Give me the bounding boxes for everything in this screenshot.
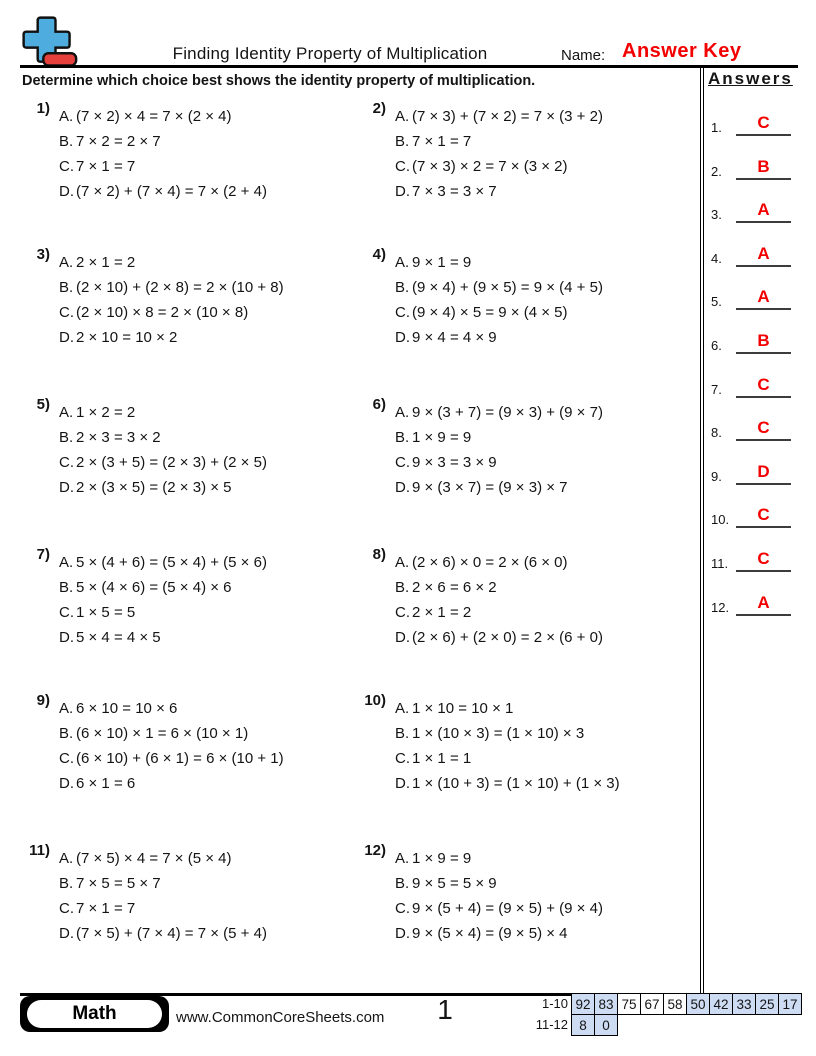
answer-number: 5. <box>711 294 722 310</box>
choice-expression: 1 × 2 = 2 <box>76 404 136 421</box>
answer-item-9 <box>711 463 791 485</box>
answer-item-4 <box>711 245 791 267</box>
choice-expression: 5 × (4 × 6) = (5 × 4) × 6 <box>76 579 232 596</box>
score-cell: 83 <box>594 993 618 1015</box>
problem-10 <box>358 692 620 796</box>
problem-number: 4) <box>372 246 386 263</box>
choice-letter: D. <box>59 329 74 346</box>
choice-expression: (6 × 10) + (6 × 1) = 6 × (10 + 1) <box>76 750 284 767</box>
choice-expression: 1 × 9 = 9 <box>412 850 472 867</box>
choice-expression: 2 × 6 = 6 × 2 <box>412 579 497 596</box>
choice-d <box>59 475 267 500</box>
answer-blank: B <box>736 158 791 180</box>
choice-d <box>395 325 603 350</box>
score-row-1-10 <box>526 993 802 1015</box>
choice-expression: 2 × (3 + 5) = (2 × 3) + (2 × 5) <box>76 454 267 471</box>
choice-expression: (2 × 6) + (2 × 0) = 2 × (6 + 0) <box>412 629 603 646</box>
choice-letter: D. <box>395 329 410 346</box>
problem-6 <box>358 396 603 500</box>
score-cell: 58 <box>663 993 687 1015</box>
score-cell: 50 <box>686 993 710 1015</box>
answer-blank: C <box>736 419 791 441</box>
problem-3 <box>22 246 284 350</box>
choice-letter: C. <box>395 900 410 917</box>
choice-letter: B. <box>395 725 410 742</box>
choice-letter: A. <box>395 554 410 571</box>
problem-choices <box>395 400 603 500</box>
answer-blank: C <box>736 376 791 398</box>
choice-expression: (2 × 10) + (2 × 8) = 2 × (10 + 8) <box>76 279 284 296</box>
choice-letter: C. <box>59 900 74 917</box>
choice-c <box>59 450 267 475</box>
choice-expression: 7 × 2 = 2 × 7 <box>76 133 161 150</box>
answer-item-7 <box>711 376 791 398</box>
answer-blank: C <box>736 506 791 528</box>
choice-expression: (7 × 3) + (7 × 2) = 7 × (3 + 2) <box>412 108 603 125</box>
choice-a <box>59 550 267 575</box>
answer-number: 6. <box>711 338 722 353</box>
choice-letter: B. <box>395 429 410 446</box>
answer-number: 11. <box>711 556 729 571</box>
answer-item-12 <box>711 594 791 616</box>
answer-number: 8. <box>711 425 722 441</box>
choice-a <box>59 400 267 425</box>
choice-a <box>59 250 284 275</box>
answer-number: 3. <box>711 207 722 223</box>
problem-1 <box>22 100 267 204</box>
choice-letter: C. <box>395 304 410 321</box>
choice-expression: 7 × 5 = 5 × 7 <box>76 875 161 892</box>
choice-c <box>395 600 603 625</box>
choice-letter: D. <box>59 479 74 496</box>
choice-b <box>59 871 267 896</box>
choice-letter: D. <box>395 925 410 942</box>
answer-blank: A <box>736 594 791 616</box>
choice-expression: 9 × (5 + 4) = (9 × 5) + (9 × 4) <box>412 900 603 917</box>
choice-expression: (2 × 6) × 0 = 2 × (6 × 0) <box>412 554 568 571</box>
problem-choices <box>59 696 284 796</box>
choice-expression: 2 × 10 = 10 × 2 <box>76 329 178 346</box>
subject-badge <box>20 996 169 1032</box>
page-title: Finding Identity Property of Multiplication <box>172 44 488 63</box>
choice-b <box>395 129 603 154</box>
choice-b <box>59 721 284 746</box>
choice-expression: 7 × 1 = 7 <box>412 133 472 150</box>
problem-7 <box>22 546 267 650</box>
score-cell: 8 <box>571 1014 595 1036</box>
choice-expression: 1 × (10 + 3) = (1 × 10) + (1 × 3) <box>412 775 620 792</box>
choice-letter: D. <box>395 775 410 792</box>
problem-number: 6) <box>372 396 386 413</box>
answer-item-6 <box>711 332 791 354</box>
choice-expression: (9 × 4) × 5 = 9 × (4 × 5) <box>412 304 568 321</box>
choice-a <box>395 104 603 129</box>
choice-expression: 6 × 1 = 6 <box>76 775 136 792</box>
choice-letter: C. <box>59 454 74 471</box>
header-divider <box>20 65 798 68</box>
choice-b <box>59 425 267 450</box>
choice-c <box>59 746 284 771</box>
choice-expression: (2 × 10) × 8 = 2 × (10 × 8) <box>76 304 249 321</box>
choice-letter: A. <box>59 254 74 271</box>
choice-a <box>395 696 620 721</box>
answer-item-5 <box>711 288 791 310</box>
choice-b <box>59 275 284 300</box>
problem-number: 5) <box>36 396 50 413</box>
choice-expression: 9 × 5 = 5 × 9 <box>412 875 497 892</box>
choice-c <box>395 154 603 179</box>
choice-a <box>395 250 603 275</box>
problem-number: 2) <box>372 100 386 117</box>
choice-d <box>59 771 284 796</box>
choice-b <box>395 275 603 300</box>
choice-expression: 9 × (5 × 4) = (9 × 5) × 4 <box>412 925 568 942</box>
choice-expression: 5 × (4 + 6) = (5 × 4) + (5 × 6) <box>76 554 267 571</box>
problem-choices <box>59 400 267 500</box>
score-table <box>526 993 802 1036</box>
choice-d <box>59 325 284 350</box>
choice-a <box>59 846 267 871</box>
choice-letter: C. <box>395 604 410 621</box>
problem-number: 11) <box>29 842 50 859</box>
choice-expression: (7 × 5) + (7 × 4) = 7 × (5 + 4) <box>76 925 267 942</box>
answer-blank: B <box>736 332 791 354</box>
answer-number: 10. <box>711 512 730 528</box>
name-label: Name: <box>561 47 606 64</box>
choice-a <box>395 400 603 425</box>
choice-d <box>395 771 620 796</box>
answer-blank: A <box>736 245 791 267</box>
score-row-11-12 <box>526 1014 802 1036</box>
problem-choices <box>59 846 267 946</box>
choice-letter: C. <box>395 454 410 471</box>
choice-letter: A. <box>59 404 74 421</box>
choice-expression: 9 × 3 = 3 × 9 <box>412 454 497 471</box>
choice-c <box>395 746 620 771</box>
choice-letter: B. <box>59 875 74 892</box>
website-url: www.CommonCoreSheets.com <box>176 1009 385 1026</box>
problem-choices <box>395 550 603 650</box>
choice-letter: B. <box>59 725 74 742</box>
problem-2 <box>358 100 603 204</box>
problem-number: 3) <box>36 246 50 263</box>
choice-a <box>59 696 284 721</box>
choice-d <box>59 625 267 650</box>
choice-expression: 7 × 3 = 3 × 7 <box>412 183 497 200</box>
choice-a <box>395 550 603 575</box>
choice-expression: (7 × 2) + (7 × 4) = 7 × (2 + 4) <box>76 183 267 200</box>
score-cell: 25 <box>755 993 779 1015</box>
choice-letter: B. <box>59 429 74 446</box>
choice-expression: 9 × (3 + 7) = (9 × 3) + (9 × 7) <box>412 404 603 421</box>
choice-b <box>395 871 603 896</box>
score-cell: 17 <box>778 993 802 1015</box>
choice-d <box>395 625 603 650</box>
choice-letter: A. <box>59 554 74 571</box>
choice-letter: A. <box>395 700 410 717</box>
choice-letter: A. <box>395 254 410 271</box>
choice-expression: 6 × 10 = 10 × 6 <box>76 700 178 717</box>
choice-letter: B. <box>395 579 410 596</box>
choice-letter: B. <box>59 133 74 150</box>
score-cell: 92 <box>571 993 595 1015</box>
choice-expression: (9 × 4) + (9 × 5) = 9 × (4 + 5) <box>412 279 603 296</box>
choice-letter: A. <box>395 404 410 421</box>
problem-number: 12) <box>364 842 386 859</box>
choice-letter: A. <box>395 850 410 867</box>
choice-letter: D. <box>395 183 410 200</box>
answer-item-11 <box>711 550 791 572</box>
answer-number: 12. <box>711 599 730 615</box>
answers-panel <box>700 68 798 994</box>
choice-expression: 1 × 1 = 1 <box>412 750 472 767</box>
score-cell: 0 <box>594 1014 618 1036</box>
choice-expression: 1 × (10 × 3) = (1 × 10) × 3 <box>412 725 585 742</box>
score-row-label: 11-12 <box>535 1017 568 1032</box>
subject-badge-label: Math <box>27 1000 162 1028</box>
score-row-label: 1-10 <box>541 996 568 1011</box>
choice-letter: C. <box>59 304 74 321</box>
problem-choices <box>395 104 603 204</box>
answer-item-10 <box>711 506 791 528</box>
choice-expression: 1 × 10 = 10 × 1 <box>412 700 514 717</box>
choice-letter: C. <box>395 750 410 767</box>
choice-letter: D. <box>59 925 74 942</box>
choice-expression: 9 × (3 × 7) = (9 × 3) × 7 <box>412 479 568 496</box>
choice-letter: B. <box>59 579 74 596</box>
choice-d <box>59 921 267 946</box>
problem-number: 8) <box>372 546 386 563</box>
choice-c <box>59 154 267 179</box>
answer-item-8 <box>711 419 791 441</box>
choice-expression: 9 × 4 = 4 × 9 <box>412 329 497 346</box>
choice-b <box>395 721 620 746</box>
choice-b <box>59 129 267 154</box>
choice-letter: C. <box>59 750 74 767</box>
choice-b <box>395 575 603 600</box>
answer-blank: A <box>736 288 791 310</box>
problem-11 <box>22 842 267 946</box>
choice-c <box>59 896 267 921</box>
choice-expression: (7 × 2) × 4 = 7 × (2 × 4) <box>76 108 232 125</box>
choice-letter: D. <box>59 629 74 646</box>
choice-letter: A. <box>59 700 74 717</box>
score-cell: 42 <box>709 993 733 1015</box>
choice-letter: D. <box>59 183 74 200</box>
choice-expression: 2 × 3 = 3 × 2 <box>76 429 161 446</box>
answer-number: 9. <box>711 468 722 484</box>
choice-expression: (7 × 5) × 4 = 7 × (5 × 4) <box>76 850 232 867</box>
choice-expression: 5 × 4 = 4 × 5 <box>76 629 161 646</box>
choice-d <box>395 179 603 204</box>
choice-letter: D. <box>395 629 410 646</box>
choice-expression: 2 × 1 = 2 <box>76 254 136 271</box>
choice-d <box>395 475 603 500</box>
choice-c <box>395 896 603 921</box>
problem-9 <box>22 692 284 796</box>
answer-blank: C <box>736 114 791 136</box>
choice-a <box>59 104 267 129</box>
problem-choices <box>59 104 267 204</box>
answer-blank: A <box>736 201 791 223</box>
problem-number: 1) <box>36 100 50 117</box>
choice-expression: 1 × 5 = 5 <box>76 604 136 621</box>
choice-letter: C. <box>395 158 410 175</box>
answer-number: 2. <box>711 163 722 179</box>
problem-choices <box>59 550 267 650</box>
choice-c <box>59 600 267 625</box>
problem-5 <box>22 396 267 500</box>
choice-c <box>395 450 603 475</box>
choice-expression: (7 × 3) × 2 = 7 × (3 × 2) <box>412 158 568 175</box>
choice-letter: C. <box>59 158 74 175</box>
choice-letter: D. <box>395 479 410 496</box>
score-cell: 33 <box>732 993 756 1015</box>
choice-d <box>395 921 603 946</box>
choice-a <box>395 846 603 871</box>
choice-expression: (6 × 10) × 1 = 6 × (10 × 1) <box>76 725 249 742</box>
choice-expression: 2 × 1 = 2 <box>412 604 472 621</box>
page-number: 1 <box>437 994 453 1025</box>
choice-expression: 7 × 1 = 7 <box>76 900 136 917</box>
answer-key-label: Answer Key <box>622 40 742 62</box>
problem-number: 7) <box>36 546 50 563</box>
answer-number: 1. <box>711 120 722 135</box>
choice-expression: 1 × 9 = 9 <box>412 429 472 446</box>
choice-letter: B. <box>59 279 74 296</box>
choice-letter: C. <box>59 604 74 621</box>
problem-4 <box>358 246 603 350</box>
problem-choices <box>59 250 284 350</box>
answer-number: 7. <box>711 381 722 397</box>
answer-blank: C <box>736 550 791 572</box>
score-cell: 75 <box>617 993 641 1015</box>
problem-choices <box>395 696 620 796</box>
choice-expression: 7 × 1 = 7 <box>76 158 136 175</box>
choice-d <box>59 179 267 204</box>
answer-item-3 <box>711 201 791 223</box>
problem-choices <box>395 250 603 350</box>
problem-choices <box>395 846 603 946</box>
problem-number: 10) <box>364 692 386 709</box>
choice-letter: B. <box>395 875 410 892</box>
score-cell: 67 <box>640 993 664 1015</box>
answer-blank: D <box>736 463 791 485</box>
choice-expression: 9 × 1 = 9 <box>412 254 472 271</box>
choice-letter: B. <box>395 279 410 296</box>
answer-number: 4. <box>711 250 722 266</box>
problem-12 <box>358 842 603 946</box>
choice-c <box>395 300 603 325</box>
choice-letter: A. <box>395 108 410 125</box>
choice-letter: D. <box>59 775 74 792</box>
plus-minus-math-logo-icon <box>18 13 78 71</box>
instruction-text: Determine which choice best shows the identity property of multiplication. <box>22 73 536 89</box>
choice-b <box>59 575 267 600</box>
choice-b <box>395 425 603 450</box>
choice-expression: 2 × (3 × 5) = (2 × 3) × 5 <box>76 479 232 496</box>
choice-letter: A. <box>59 108 74 125</box>
choice-letter: B. <box>395 133 410 150</box>
answer-item-1 <box>711 114 791 136</box>
answers-panel-title: Answers <box>708 69 793 88</box>
problem-number: 9) <box>36 692 50 709</box>
problem-8 <box>358 546 603 650</box>
choice-letter: A. <box>59 850 74 867</box>
answer-item-2 <box>711 158 791 180</box>
choice-c <box>59 300 284 325</box>
